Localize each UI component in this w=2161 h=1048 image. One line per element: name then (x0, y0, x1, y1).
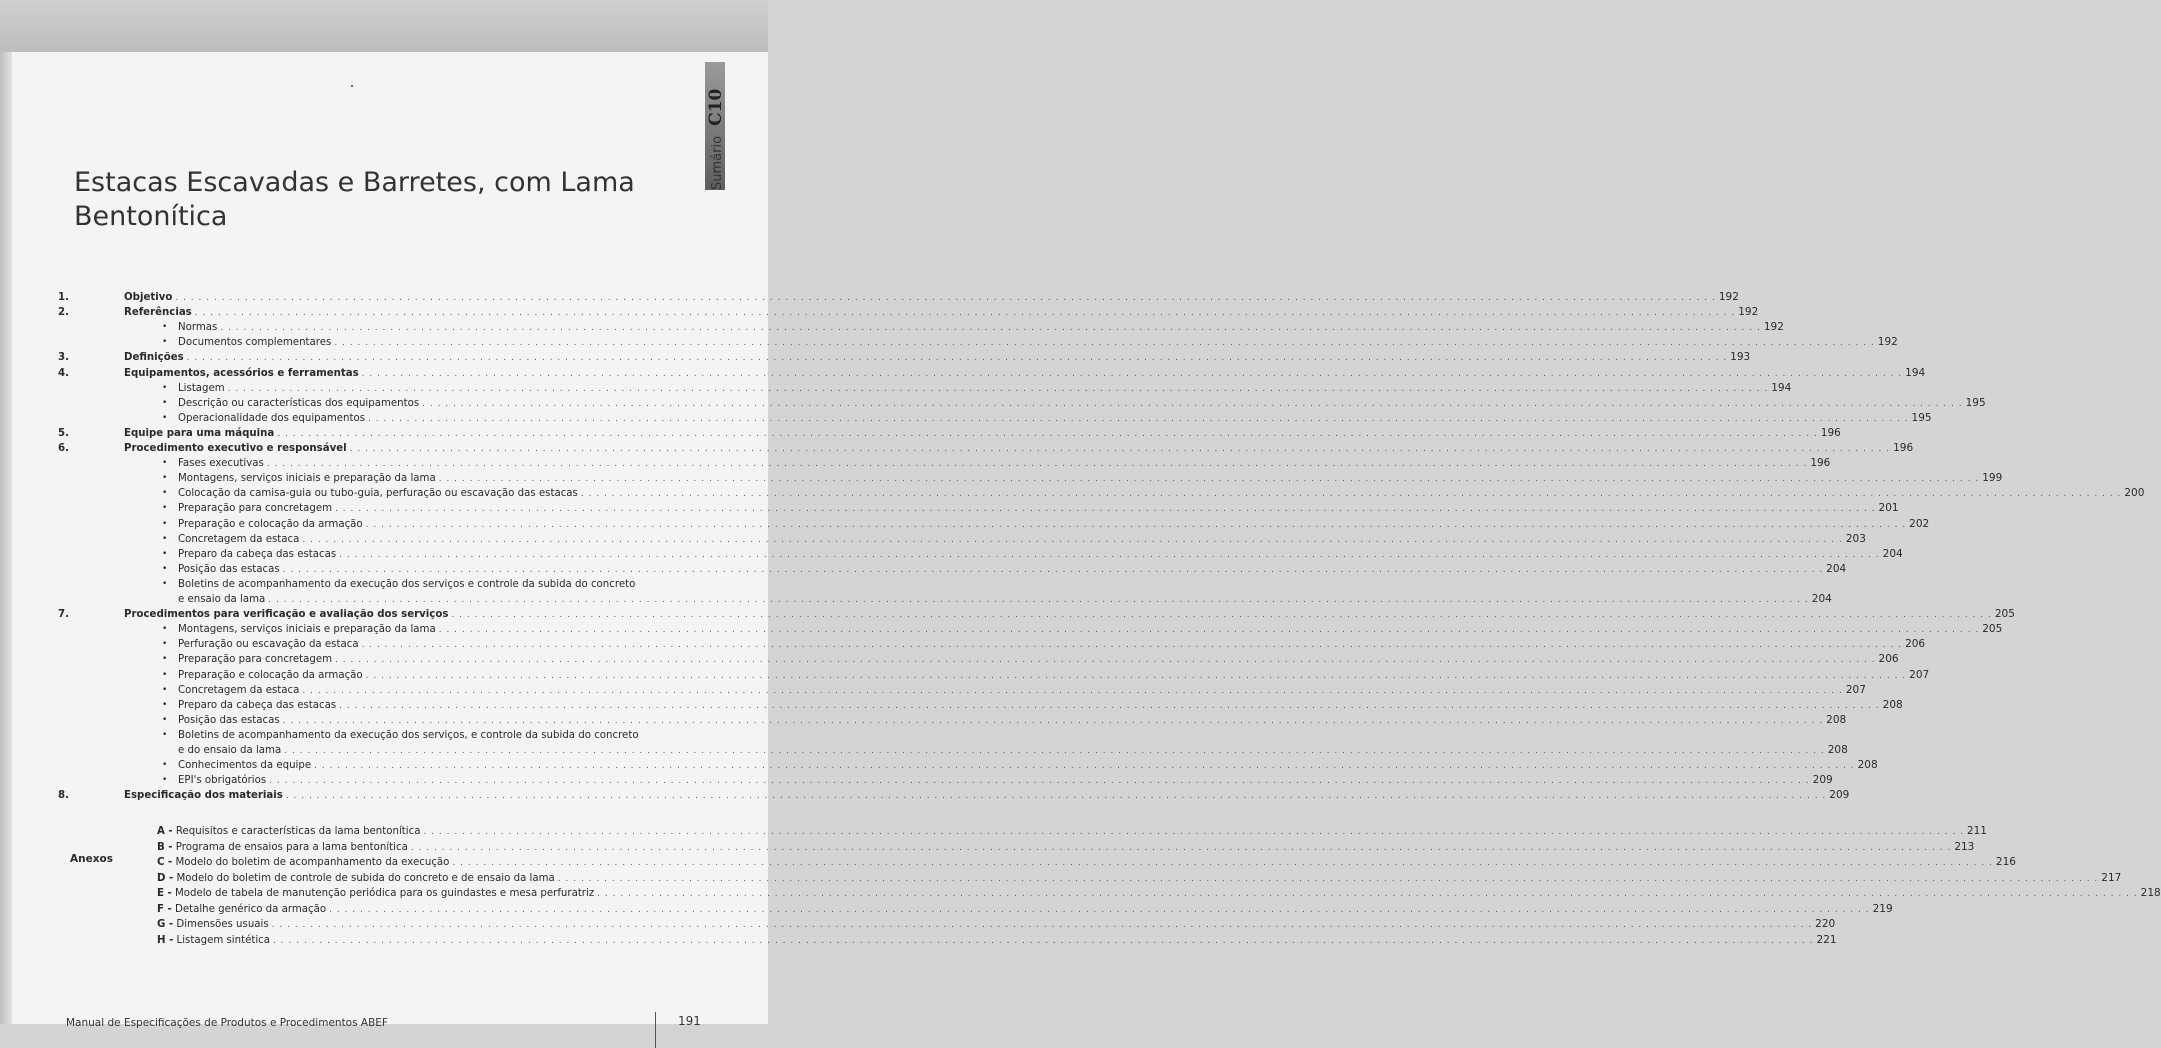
toc-item-text: EPI's obrigatórios (178, 775, 267, 787)
bullet-icon: • (162, 684, 168, 695)
toc-item-text: Preparação para concretagem (178, 654, 333, 666)
annex-item (157, 871, 2122, 886)
dot-leader: . . . . . . . . . . . . . . . . . . . . . . . . . . . . . . . . . . . . . . . . . . . . . . . . . . . . . . . . . . . . . . . . . . . . . . . . . . . . . . . . . . . . . . . . . . . . . . . . . . . . . . . . . . . . . . . . . . . . . . . . . . . . . . . . . . . . . . . . . . . . . . . . . . . . . . . . . . . . . . . . . . . . . . . . . . . . . . . . . . . . . . . . . . . . . . . . . . . . . . . . (186, 353, 1728, 364)
toc-item (162, 637, 1926, 652)
annex-letter: D - (157, 872, 174, 884)
annex-page-number: 221 (1816, 933, 1837, 946)
toc-item-text: Posição das estacas (178, 714, 280, 726)
dot-leader: . . . . . . . . . . . . . . . . . . . . . . . . . . . . . . . . . . . . . . . . . . . . . . . . . . . . . . . . . . . . . . . . . . . . . . . . . . . . . . . . . . . . . . . . . . . . . . . . . . . . . . . . . . . . . . . . . . . . . . . . . . . . . . . . . . . . . . . . . . . . . . . . . . . . . . . . . . . . . . . . . . . . . . . . . . . . . . . . . . . . . . . . . . . . . . . . . . . . . . . . (339, 700, 1880, 711)
toc-page-number: 199 (1982, 472, 2003, 485)
annex-text: B - Programa de ensaios para a lama bentonítica (157, 841, 408, 853)
toc-page-number: 200 (2124, 487, 2145, 500)
toc-item-text: Descrição ou características dos equipamentos (178, 397, 420, 409)
dot-leader: . . . . . . . . . . . . . . . . . . . . . . . . . . . . . . . . . . . . . . . . . . . . . . . . . . . . . . . . . . . . . . . . . . . . . . . . . . . . . . . . . . . . . . . . . . . . . . . . . . . . . . . . . . . . . . . . . . . . . . . . . . . . . . . . . . . . . . . . . . . . . . . . . . . . . . . . . . . . . . . . . . . . . . . . . . . . . . . . . . . . . . . . . . . . . . . . . . . . . . . . (329, 904, 1870, 915)
dot-leader: . . . . . . . . . . . . . . . . . . . . . . . . . . . . . . . . . . . . . . . . . . . . . . . . . . . . . . . . . . . . . . . . . . . . . . . . . . . . . . . . . . . . . . . . . . . . . . . . . . . . . . . . . . . . . . . . . . . . . . . . . . . . . . . . . . . . . . . . . . . . . . . . . . . . . . . . . . . . . . . . . . . . . . . . . . . . . . . . . . . . . . . . . . . . . . . . . . . . . . . . (302, 534, 1843, 545)
toc-item-text: Posição das estacas (178, 563, 280, 575)
toc-item (162, 532, 1866, 547)
toc-item (162, 396, 1986, 411)
bullet-icon: • (162, 669, 168, 680)
annex-page-number: 218 (2140, 887, 2161, 899)
bullet-icon: • (162, 729, 168, 740)
toc-section-number: 8. (58, 790, 69, 802)
annex-text: D - Modelo do boletim de controle de subida do concreto e de ensaio da lama (157, 872, 555, 884)
annex-page-number: 217 (2101, 871, 2122, 884)
toc-page-number: 209 (1812, 774, 1833, 787)
toc-section (58, 350, 1751, 365)
toc-section-number: 4. (58, 367, 69, 379)
bullet-icon: • (162, 397, 168, 408)
side-label-text: Sumário (710, 135, 725, 190)
toc-page-number: 202 (1909, 517, 1930, 530)
annex-item (157, 855, 2016, 870)
bullet-icon: • (162, 548, 168, 559)
toc-item-text: Referências (124, 307, 192, 319)
annex-letter: H - (157, 934, 174, 946)
toc-item (162, 320, 1784, 335)
toc-section-number: 1. (58, 292, 69, 303)
toc-section (58, 788, 1850, 803)
toc-page-number: 207 (1845, 683, 1866, 696)
bullet-icon: • (162, 382, 168, 393)
toc-page-number: 208 (1827, 744, 1848, 756)
toc-item (162, 547, 1903, 562)
bullet-icon: • (162, 639, 168, 650)
chapter-code: C10 (706, 88, 726, 126)
dot-leader: . . . . . . . . . . . . . . . . . . . . . . . . . . . . . . . . . . . . . . . . . . . . . . . . . . . . . . . . . . . . . . . . . . . . . . . . . . . . . . . . . . . . . . . . . . . . . . . . . . . . . . . . . . . . . . . . . . . . . . . . . . . . . . . . . . . . . . . . . . . . . . . . . . . . . . . . . . . . . . . . . . . . . . . . . . . . . . . . . . . . . . . . . . . . . . . . . . . . . . . . (273, 935, 1814, 946)
bullet-icon: • (162, 503, 168, 514)
dot-leader: . . . . . . . . . . . . . . . . . . . . . . . . . . . . . . . . . . . . . . . . . . . . . . . . . . . . . . . . . . . . . . . . . . . . . . . . . . . . . . . . . . . . . . . . . . . . . . . . . . . . . . . . . . . . . . . . . . . . . . . . . . . . . . . . . . . . . . . . . . . . . . . . . . . . . . . . . . . . . . . . . . . . . . . . . . . . . . . . . . . . . . . . . . . . . . . . . . . . . . . . (423, 827, 1964, 837)
toc-item (162, 652, 1899, 667)
dot-leader: . . . . . . . . . . . . . . . . . . . . . . . . . . . . . . . . . . . . . . . . . . . . . . . . . . . . . . . . . . . . . . . . . . . . . . . . . . . . . . . . . . . . . . . . . . . . . . . . . . . . . . . . . . . . . . . . . . . . . . . . . . . . . . . . . . . . . . . . . . . . . . . . . . . . . . . . . . . . . . . . . . . . . . . . . . . . . . . . . . . . . . . . . . . . . . . . . . . . . . . . (410, 842, 1952, 853)
toc-item (162, 562, 1847, 577)
annex-heading: Anexos (70, 853, 113, 865)
bullet-icon: • (162, 775, 168, 786)
bullet-icon: • (162, 714, 168, 725)
toc-item-text: Equipe para uma máquina (124, 427, 275, 439)
annex-letter: A - (157, 826, 173, 837)
toc-item-text: Preparação e colocação da armação (178, 518, 363, 530)
dot-leader: . . . . . . . . . . . . . . . . . . . . . . . . . . . . . . . . . . . . . . . . . . . . . . . . . . . . . . . . . . . . . . . . . . . . . . . . . . . . . . . . . . . . . . . . . . . . . . . . . . . . . . . . . . . . . . . . . . . . . . . . . . . . . . . . . . . . . . . . . . . . . . . . . . . . . . . . . . . . . . . . . . . . . . . . . . . . . . . . . . . . . . . . . . . . . . . . . . . . . . . . (438, 625, 1980, 636)
dot-leader: . . . . . . . . . . . . . . . . . . . . . . . . . . . . . . . . . . . . . . . . . . . . . . . . . . . . . . . . . . . . . . . . . . . . . . . . . . . . . . . . . . . . . . . . . . . . . . . . . . . . . . . . . . . . . . . . . . . . . . . . . . . . . . . . . . . . . . . . . . . . . . . . . . . . . . . . . . . . . . . . . . . . . . . . . . . . . . . . . . . . . . . . . . . . . . . . . . . . . . . . (227, 383, 1769, 394)
toc-item-text: Definições (124, 352, 184, 364)
dot-leader: . . . . . . . . . . . . . . . . . . . . . . . . . . . . . . . . . . . . . . . . . . . . . . . . . . . . . . . . . . . . . . . . . . . . . . . . . . . . . . . . . . . . . . . . . . . . . . . . . . . . . . . . . . . . . . . . . . . . . . . . . . . . . . . . . . . . . . . . . . . . . . . . . . . . . . . . . . . . . . . . . . . . . . . . . . . . . . . . . . . . . . . . . . . . . . . . . . . . . . . . (438, 474, 1980, 485)
toc-section (58, 305, 1759, 320)
toc-item (178, 743, 1848, 758)
toc-item-text: Boletins de acompanhamento da execução dos serviços, e controle da subida do concreto (178, 729, 639, 741)
annex-item (157, 933, 1837, 948)
toc-item-text: Montagens, serviços iniciais e preparação da lama (178, 473, 436, 485)
dot-leader: . . . . . . . . . . . . . . . . . . . . . . . . . . . . . . . . . . . . . . . . . . . . . . . . . . . . . . . . . . . . . . . . . . . . . . . . . . . . . . . . . . . . . . . . . . . . . . . . . . . . . . . . . . . . . . . . . . . . . . . . . . . . . . . . . . . . . . . . . . . . . . . . . . . . . . . . . . . . . . . . . . . . . . . . . . . . . . . . . . . . . . . . . . . . . . . . . . . . . . . . (597, 889, 2138, 899)
toc-item-text: Colocação da camisa-guia ou tubo-guia, perfuração ou escavação das estacas (178, 488, 578, 500)
toc-page-number: 192 (1763, 321, 1784, 334)
toc-section-number: 2. (58, 307, 69, 319)
annex-item (157, 902, 1893, 917)
toc-item-text: Operacionalidade dos equipamentos (178, 412, 366, 424)
annex-letter: E - (157, 888, 172, 899)
toc-item (162, 456, 1831, 471)
toc-item-text: Preparação para concretagem (178, 503, 333, 515)
title-line-1: Estacas Escavadas e Barretes, com Lama (74, 167, 635, 198)
dot-leader: . . . . . . . . . . . . . . . . . . . . . . . . . . . . . . . . . . . . . . . . . . . . . . . . . . . . . . . . . . . . . . . . . . . . . . . . . . . . . . . . . . . . . . . . . . . . . . . . . . . . . . . . . . . . . . . . . . . . . . . . . . . . . . . . . . . . . . . . . . . . . . . . . . . . . . . . . . . . . . . . . . . . . . . . . . . . . . . . . . . . . . . . . . . . . . . . . . . . . . . . (335, 655, 1876, 666)
toc-page-number: 195 (1965, 396, 1986, 409)
toc-section-number: 3. (58, 352, 69, 364)
title-line-2: Bentonítica (74, 201, 228, 232)
toc-page-number: 196 (1820, 426, 1841, 439)
annex-page-number: 216 (1995, 856, 2016, 868)
toc-item-text: Procedimentos para verificação e avaliação dos serviços (124, 609, 449, 621)
toc-item-text: Fases executivas (178, 458, 264, 470)
dot-leader: . . . . . . . . . . . . . . . . . . . . . . . . . . . . . . . . . . . . . . . . . . . . . . . . . . . . . . . . . . . . . . . . . . . . . . . . . . . . . . . . . . . . . . . . . . . . . . . . . . . . . . . . . . . . . . . . . . . . . . . . . . . . . . . . . . . . . . . . . . . . . . . . . . . . . . . . . . . . . . . . . . . . . . . . . . . . . . . . . . . . . . . . . . . . . . . . . . . . . . . . (451, 610, 1992, 621)
toc-item (162, 471, 2003, 486)
bullet-icon: • (162, 624, 168, 635)
toc-item-text: Especificação dos materiais (124, 790, 283, 802)
dot-leader: . . . . . . . . . . . . . . . . . . . . . . . . . . . . . . . . . . . . . . . . . . . . . . . . . . . . . . . . . . . . . . . . . . . . . . . . . . . . . . . . . . . . . . . . . . . . . . . . . . . . . . . . . . . . . . . . . . . . . . . . . . . . . . . . . . . . . . . . . . . . . . . . . . . . . . . . . . . . . . . . . . . . . . . . . . . . . . . . . . . . . . . . . . . . . . . . . . . . . . . . (282, 564, 1824, 575)
toc-item (162, 728, 644, 743)
toc-page-number: 206 (1905, 638, 1926, 651)
toc-page-number: 206 (1878, 653, 1899, 666)
toc-page-number: 193 (1730, 351, 1751, 364)
dot-leader: . . . . . . . . . . . . . . . . . . . . . . . . . . . . . . . . . . . . . . . . . . . . . . . . . . . . . . . . . . . . . . . . . . . . . . . . . . . . . . . . . . . . . . . . . . . . . . . . . . . . . . . . . . . . . . . . . . . . . . . . . . . . . . . . . . . . . . . . . . . . . . . . . . . . . . . . . . . . . . . . . . . . . . . . . . . . . . . . . . . . . . . . . . . . . . . . . . . . . . . . (580, 489, 2122, 500)
toc-item-text: Preparo da cabeça das estacas (178, 699, 337, 711)
dot-leader: . . . . . . . . . . . . . . . . . . . . . . . . . . . . . . . . . . . . . . . . . . . . . . . . . . . . . . . . . . . . . . . . . . . . . . . . . . . . . . . . . . . . . . . . . . . . . . . . . . . . . . . . . . . . . . . . . . . . . . . . . . . . . . . . . . . . . . . . . . . . . . . . . . . . . . . . . . . . . . . . . . . . . . . . . . . . . . . . . . . . . . . . . . . . . . . . . . . . . . . . (422, 398, 1963, 409)
annex-item (157, 824, 1987, 839)
toc-item (162, 683, 1866, 698)
annex-item (157, 917, 1836, 932)
toc-item (162, 698, 1903, 713)
toc-page-number: 208 (1857, 759, 1878, 772)
toc-section-number: 6. (58, 443, 69, 454)
scan-top-edge (0, 0, 768, 52)
toc-page-number: 204 (1826, 562, 1847, 575)
toc-page-number: 207 (1909, 668, 1930, 681)
annex-text: F - Detalhe genérico da armação (157, 903, 327, 915)
toc-page-number: 192 (1738, 306, 1759, 319)
dot-leader: . . . . . . . . . . . . . . . . . . . . . . . . . . . . . . . . . . . . . . . . . . . . . . . . . . . . . . . . . . . . . . . . . . . . . . . . . . . . . . . . . . . . . . . . . . . . . . . . . . . . . . . . . . . . . . . . . . . . . . . . . . . . . . . . . . . . . . . . . . . . . . . . . . . . . . . . . . . . . . . . . . . . . . . . . . . . . . . . . . . . . . . . . . . . . . . . . . . . . . . . (282, 715, 1824, 726)
bullet-icon: • (162, 533, 168, 544)
toc-section (58, 607, 2015, 622)
bullet-icon: • (162, 322, 168, 333)
toc-section (58, 290, 1739, 305)
toc-item (162, 381, 1792, 396)
dot-leader: . . . . . . . . . . . . . . . . . . . . . . . . . . . . . . . . . . . . . . . . . . . . . . . . . . . . . . . . . . . . . . . . . . . . . . . . . . . . . . . . . . . . . . . . . . . . . . . . . . . . . . . . . . . . . . . . . . . . . . . . . . . . . . . . . . . . . . . . . . . . . . . . . . . . . . . . . . . . . . . . . . . . . . . . . . . . . . . . . . . . . . . . . . . . . . . . . . . . . . . . (284, 746, 1825, 756)
toc-item (162, 622, 2003, 637)
bullet-icon: • (162, 699, 168, 710)
dot-leader: . . . . . . . . . . . . . . . . . . . . . . . . . . . . . . . . . . . . . . . . . . . . . . . . . . . . . . . . . . . . . . . . . . . . . . . . . . . . . . . . . . . . . . . . . . . . . . . . . . . . . . . . . . . . . . . . . . . . . . . . . . . . . . . . . . . . . . . . . . . . . . . . . . . . . . . . . . . . . . . . . . . . . . . . . . . . . . . . . . . . . . . . . . . . . . . . . . . . . . . . (314, 761, 1855, 772)
toc-item (162, 486, 2145, 501)
dot-leader: . . . . . . . . . . . . . . . . . . . . . . . . . . . . . . . . . . . . . . . . . . . . . . . . . . . . . . . . . . . . . . . . . . . . . . . . . . . . . . . . . . . . . . . . . . . . . . . . . . . . . . . . . . . . . . . . . . . . . . . . . . . . . . . . . . . . . . . . . . . . . . . . . . . . . . . . . . . . . . . . . . . . . . . . . . . . . . . . . . . . . . . . . . . . . . . . . . . . . . . . (175, 293, 1716, 303)
toc-page-number: 204 (1882, 547, 1903, 560)
bullet-icon: • (162, 337, 168, 348)
toc-item (162, 501, 1899, 516)
toc-item-text: Normas (178, 322, 218, 334)
toc-item (178, 592, 1832, 607)
toc-section (58, 426, 1841, 441)
dot-leader: . . . . . . . . . . . . . . . . . . . . . . . . . . . . . . . . . . . . . . . . . . . . . . . . . . . . . . . . . . . . . . . . . . . . . . . . . . . . . . . . . . . . . . . . . . . . . . . . . . . . . . . . . . . . . . . . . . . . . . . . . . . . . . . . . . . . . . . . . . . . . . . . . . . . . . . . . . . . . . . . . . . . . . . . . . . . . . . . . . . . . . . . . . . . . . . . . . . . . . . . (339, 549, 1880, 560)
toc-item-text: Concretagem da estaca (178, 684, 300, 696)
toc-item-text: Documentos complementares (178, 337, 332, 349)
annex-text: A - Requisitos e características da lama bentonítica (157, 826, 421, 837)
toc-item-text: Concretagem da estaca (178, 533, 300, 545)
dot-leader: . . . . . . . . . . . . . . . . . . . . . . . . . . . . . . . . . . . . . . . . . . . . . . . . . . . . . . . . . . . . . . . . . . . . . . . . . . . . . . . . . . . . . . . . . . . . . . . . . . . . . . . . . . . . . . . . . . . . . . . . . . . . . . . . . . . . . . . . . . . . . . . . . . . . . . . . . . . . . . . . . . . . . . . . . . . . . . . . . . . . . . . . . . . . . . . . . . . . . . . . (266, 459, 1808, 470)
toc-page-number: 204 (1811, 593, 1832, 605)
dot-leader: . . . . . . . . . . . . . . . . . . . . . . . . . . . . . . . . . . . . . . . . . . . . . . . . . . . . . . . . . . . . . . . . . . . . . . . . . . . . . . . . . . . . . . . . . . . . . . . . . . . . . . . . . . . . . . . . . . . . . . . . . . . . . . . . . . . . . . . . . . . . . . . . . . . . . . . . . . . . . . . . . . . . . . . . . . . . . . . . . . . . . . . . . . . . . . . . . . . . . . . . (349, 444, 1891, 454)
bullet-icon: • (162, 412, 168, 423)
annex-letter: F - (157, 903, 172, 915)
footer-divider (655, 1012, 656, 1048)
toc-item-text: e ensaio da lama (178, 594, 266, 605)
dot-leader: . . . . . . . . . . . . . . . . . . . . . . . . . . . . . . . . . . . . . . . . . . . . . . . . . . . . . . . . . . . . . . . . . . . . . . . . . . . . . . . . . . . . . . . . . . . . . . . . . . . . . . . . . . . . . . . . . . . . . . . . . . . . . . . . . . . . . . . . . . . . . . . . . . . . . . . . . . . . . . . . . . . . . . . . . . . . . . . . . . . . . . . . . . . . . . . . . . . . . . . . (334, 338, 1875, 349)
toc-page-number: 201 (1878, 502, 1899, 515)
toc-page-number: 203 (1845, 532, 1866, 545)
toc-item (162, 758, 1878, 773)
toc-page-number: 208 (1882, 698, 1903, 711)
toc-item-text: e do ensaio da lama (178, 745, 282, 756)
toc-item-text: Preparação e colocação da armação (178, 669, 363, 681)
toc-item (162, 668, 1930, 683)
dot-leader: . . . . . . . . . . . . . . . . . . . . . . . . . . . . . . . . . . . . . . . . . . . . . . . . . . . . . . . . . . . . . . . . . . . . . . . . . . . . . . . . . . . . . . . . . . . . . . . . . . . . . . . . . . . . . . . . . . . . . . . . . . . . . . . . . . . . . . . . . . . . . . . . . . . . . . . . . . . . . . . . . . . . . . . . . . . . . . . . . . . . . . . . . . . . . . . . . . . . . . . . (271, 920, 1813, 930)
dot-leader: . . . . . . . . . . . . . . . . . . . . . . . . . . . . . . . . . . . . . . . . . . . . . . . . . . . . . . . . . . . . . . . . . . . . . . . . . . . . . . . . . . . . . . . . . . . . . . . . . . . . . . . . . . . . . . . . . . . . . . . . . . . . . . . . . . . . . . . . . . . . . . . . . . . . . . . . . . . . . . . . . . . . . . . . . . . . . . . . . . . . . . . . . . . . . . . . . . . . . . . . (302, 685, 1843, 696)
dot-leader: . . . . . . . . . . . . . . . . . . . . . . . . . . . . . . . . . . . . . . . . . . . . . . . . . . . . . . . . . . . . . . . . . . . . . . . . . . . . . . . . . . . . . . . . . . . . . . . . . . . . . . . . . . . . . . . . . . . . . . . . . . . . . . . . . . . . . . . . . . . . . . . . . . . . . . . . . . . . . . . . . . . . . . . . . . . . . . . . . . . . . . . . . . . . . . . . . . . . . . . . (361, 640, 1903, 651)
document-page (12, 52, 2161, 1029)
annex-page-number: 213 (1954, 840, 1975, 853)
dot-leader: . . . . . . . . . . . . . . . . . . . . . . . . . . . . . . . . . . . . . . . . . . . . . . . . . . . . . . . . . . . . . . . . . . . . . . . . . . . . . . . . . . . . . . . . . . . . . . . . . . . . . . . . . . . . . . . . . . . . . . . . . . . . . . . . . . . . . . . . . . . . . . . . . . . . . . . . . . . . . . . . . . . . . . . . . . . . . . . . . . . . . . . . . . . . . . . . . . . . . . . . (268, 595, 1809, 605)
bullet-icon: • (162, 654, 168, 665)
toc-section-number: 7. (58, 609, 69, 621)
toc-page-number: 205 (1994, 608, 2015, 621)
dot-leader: . . . . . . . . . . . . . . . . . . . . . . . . . . . . . . . . . . . . . . . . . . . . . . . . . . . . . . . . . . . . . . . . . . . . . . . . . . . . . . . . . . . . . . . . . . . . . . . . . . . . . . . . . . . . . . . . . . . . . . . . . . . . . . . . . . . . . . . . . . . . . . . . . . . . . . . . . . . . . . . . . . . . . . . . . . . . . . . . . . . . . . . . . . . . . . . . . . . . . . . . (452, 858, 1993, 868)
toc-page-number: 194 (1905, 366, 1926, 379)
toc-item-text: Montagens, serviços iniciais e preparação da lama (178, 624, 436, 636)
footer-text: Manual de Especificações de Produtos e Procedimentos ABEF (66, 1017, 388, 1029)
toc-page-number: 192 (1877, 336, 1898, 349)
bullet-icon: • (162, 760, 168, 771)
page-number: 191 (678, 1014, 701, 1028)
bullet-icon: • (162, 563, 168, 574)
toc-item-text: Listagem (178, 382, 225, 394)
bullet-icon: • (162, 458, 168, 469)
annex-item (157, 886, 2161, 901)
dot-leader: . . . . . . . . . . . . . . . . . . . . . . . . . . . . . . . . . . . . . . . . . . . . . . . . . . . . . . . . . . . . . . . . . . . . . . . . . . . . . . . . . . . . . . . . . . . . . . . . . . . . . . . . . . . . . . . . . . . . . . . . . . . . . . . . . . . . . . . . . . . . . . . . . . . . . . . . . . . . . . . . . . . . . . . . . . . . . . . . . . . . . . . . . . . . . . . . . . . . . . . . (368, 413, 1909, 424)
speck (351, 85, 353, 87)
toc-item-text: Boletins de acompanhamento da execução dos serviços e controle da subida do concreto (178, 578, 636, 590)
dot-leader: . . . . . . . . . . . . . . . . . . . . . . . . . . . . . . . . . . . . . . . . . . . . . . . . . . . . . . . . . . . . . . . . . . . . . . . . . . . . . . . . . . . . . . . . . . . . . . . . . . . . . . . . . . . . . . . . . . . . . . . . . . . . . . . . . . . . . . . . . . . . . . . . . . . . . . . . . . . . . . . . . . . . . . . . . . . . . . . . . . . . . . . . . . . . . . . . . . . . . . . . (365, 519, 1907, 530)
toc-item-text: Objetivo (124, 292, 173, 303)
toc-page-number: 195 (1911, 411, 1932, 424)
dot-leader: . . . . . . . . . . . . . . . . . . . . . . . . . . . . . . . . . . . . . . . . . . . . . . . . . . . . . . . . . . . . . . . . . . . . . . . . . . . . . . . . . . . . . . . . . . . . . . . . . . . . . . . . . . . . . . . . . . . . . . . . . . . . . . . . . . . . . . . . . . . . . . . . . . . . . . . . . . . . . . . . . . . . . . . . . . . . . . . . . . . . . . . . . . . . . . . . . . . . . . . . (285, 791, 1827, 802)
toc-page-number: 196 (1810, 457, 1831, 470)
annex-text: E - Modelo de tabela de manutenção periódica para os guindastes e mesa perfuratriz (157, 888, 595, 899)
toc-item-text: Procedimento executivo e responsável (124, 443, 347, 454)
annex-text: H - Listagem sintética (157, 934, 271, 946)
annex-letter: B - (157, 841, 173, 853)
toc-item (162, 773, 1833, 788)
toc-page-number: 209 (1829, 789, 1850, 802)
chapter-side-label (706, 89, 726, 190)
dot-leader: . . . . . . . . . . . . . . . . . . . . . . . . . . . . . . . . . . . . . . . . . . . . . . . . . . . . . . . . . . . . . . . . . . . . . . . . . . . . . . . . . . . . . . . . . . . . . . . . . . . . . . . . . . . . . . . . . . . . . . . . . . . . . . . . . . . . . . . . . . . . . . . . . . . . . . . . . . . . . . . . . . . . . . . . . . . . . . . . . . . . . . . . . . . . . . . . . . . . . . . . (361, 368, 1903, 379)
toc-item-text: Equipamentos, acessórios e ferramentas (124, 367, 359, 379)
toc-section-number: 5. (58, 427, 69, 439)
annex-text: G - Dimensões usuais (157, 919, 269, 930)
bullet-icon: • (162, 578, 168, 589)
toc-item-text: Preparo da cabeça das estacas (178, 548, 337, 560)
annex-letter: G - (157, 919, 174, 930)
annex-page-number: 220 (1815, 918, 1836, 930)
annex-item (157, 840, 1975, 855)
annex-page-number: 211 (1966, 825, 1987, 837)
toc-item-text: Conhecimentos da equipe (178, 760, 312, 772)
annex-text: C - Modelo do boletim de acompanhamento da execução (157, 857, 450, 868)
toc-section (58, 441, 1914, 456)
dot-leader: . . . . . . . . . . . . . . . . . . . . . . . . . . . . . . . . . . . . . . . . . . . . . . . . . . . . . . . . . . . . . . . . . . . . . . . . . . . . . . . . . . . . . . . . . . . . . . . . . . . . . . . . . . . . . . . . . . . . . . . . . . . . . . . . . . . . . . . . . . . . . . . . . . . . . . . . . . . . . . . . . . . . . . . . . . . . . . . . . . . . . . . . . . . . . . . . . . . . . . . . (220, 323, 1761, 334)
bullet-icon: • (162, 473, 168, 484)
toc-page-number: 196 (1893, 442, 1914, 454)
toc-page-number: 205 (1982, 623, 2003, 636)
toc-page-number: 194 (1771, 381, 1792, 394)
bullet-icon: • (162, 488, 168, 499)
toc-page-number: 192 (1718, 291, 1739, 303)
dot-leader: . . . . . . . . . . . . . . . . . . . . . . . . . . . . . . . . . . . . . . . . . . . . . . . . . . . . . . . . . . . . . . . . . . . . . . . . . . . . . . . . . . . . . . . . . . . . . . . . . . . . . . . . . . . . . . . . . . . . . . . . . . . . . . . . . . . . . . . . . . . . . . . . . . . . . . . . . . . . . . . . . . . . . . . . . . . . . . . . . . . . . . . . . . . . . . . . . . . . . . . . (277, 428, 1818, 439)
toc-item (162, 577, 644, 592)
dot-leader: . . . . . . . . . . . . . . . . . . . . . . . . . . . . . . . . . . . . . . . . . . . . . . . . . . . . . . . . . . . . . . . . . . . . . . . . . . . . . . . . . . . . . . . . . . . . . . . . . . . . . . . . . . . . . . . . . . . . . . . . . . . . . . . . . . . . . . . . . . . . . . . . . . . . . . . . . . . . . . . . . . . . . . . . . . . . . . . . . . . . . . . . . . . . . . . . . . . . . . . . (557, 873, 2099, 884)
toc-section (58, 366, 1926, 381)
dot-leader: . . . . . . . . . . . . . . . . . . . . . . . . . . . . . . . . . . . . . . . . . . . . . . . . . . . . . . . . . . . . . . . . . . . . . . . . . . . . . . . . . . . . . . . . . . . . . . . . . . . . . . . . . . . . . . . . . . . . . . . . . . . . . . . . . . . . . . . . . . . . . . . . . . . . . . . . . . . . . . . . . . . . . . . . . . . . . . . . . . . . . . . . . . . . . . . . . . . . . . . . (194, 308, 1736, 319)
page-title (74, 166, 674, 234)
toc-item (162, 713, 1847, 728)
annex-letter: C - (157, 857, 173, 868)
bullet-icon: • (162, 518, 168, 529)
toc-page-number: 208 (1826, 713, 1847, 726)
toc-item-text: Perfuração ou escavação da estaca (178, 639, 359, 651)
dot-leader: . . . . . . . . . . . . . . . . . . . . . . . . . . . . . . . . . . . . . . . . . . . . . . . . . . . . . . . . . . . . . . . . . . . . . . . . . . . . . . . . . . . . . . . . . . . . . . . . . . . . . . . . . . . . . . . . . . . . . . . . . . . . . . . . . . . . . . . . . . . . . . . . . . . . . . . . . . . . . . . . . . . . . . . . . . . . . . . . . . . . . . . . . . . . . . . . . . . . . . . . (269, 776, 1810, 787)
toc-item (162, 335, 1898, 350)
dot-leader: . . . . . . . . . . . . . . . . . . . . . . . . . . . . . . . . . . . . . . . . . . . . . . . . . . . . . . . . . . . . . . . . . . . . . . . . . . . . . . . . . . . . . . . . . . . . . . . . . . . . . . . . . . . . . . . . . . . . . . . . . . . . . . . . . . . . . . . . . . . . . . . . . . . . . . . . . . . . . . . . . . . . . . . . . . . . . . . . . . . . . . . . . . . . . . . . . . . . . . . . (335, 504, 1876, 515)
toc-item (162, 411, 1932, 426)
toc-item (162, 517, 1930, 532)
dot-leader: . . . . . . . . . . . . . . . . . . . . . . . . . . . . . . . . . . . . . . . . . . . . . . . . . . . . . . . . . . . . . . . . . . . . . . . . . . . . . . . . . . . . . . . . . . . . . . . . . . . . . . . . . . . . . . . . . . . . . . . . . . . . . . . . . . . . . . . . . . . . . . . . . . . . . . . . . . . . . . . . . . . . . . . . . . . . . . . . . . . . . . . . . . . . . . . . . . . . . . . . (365, 670, 1907, 681)
annex-page-number: 219 (1872, 902, 1893, 915)
scan-left-edge (0, 52, 12, 1024)
